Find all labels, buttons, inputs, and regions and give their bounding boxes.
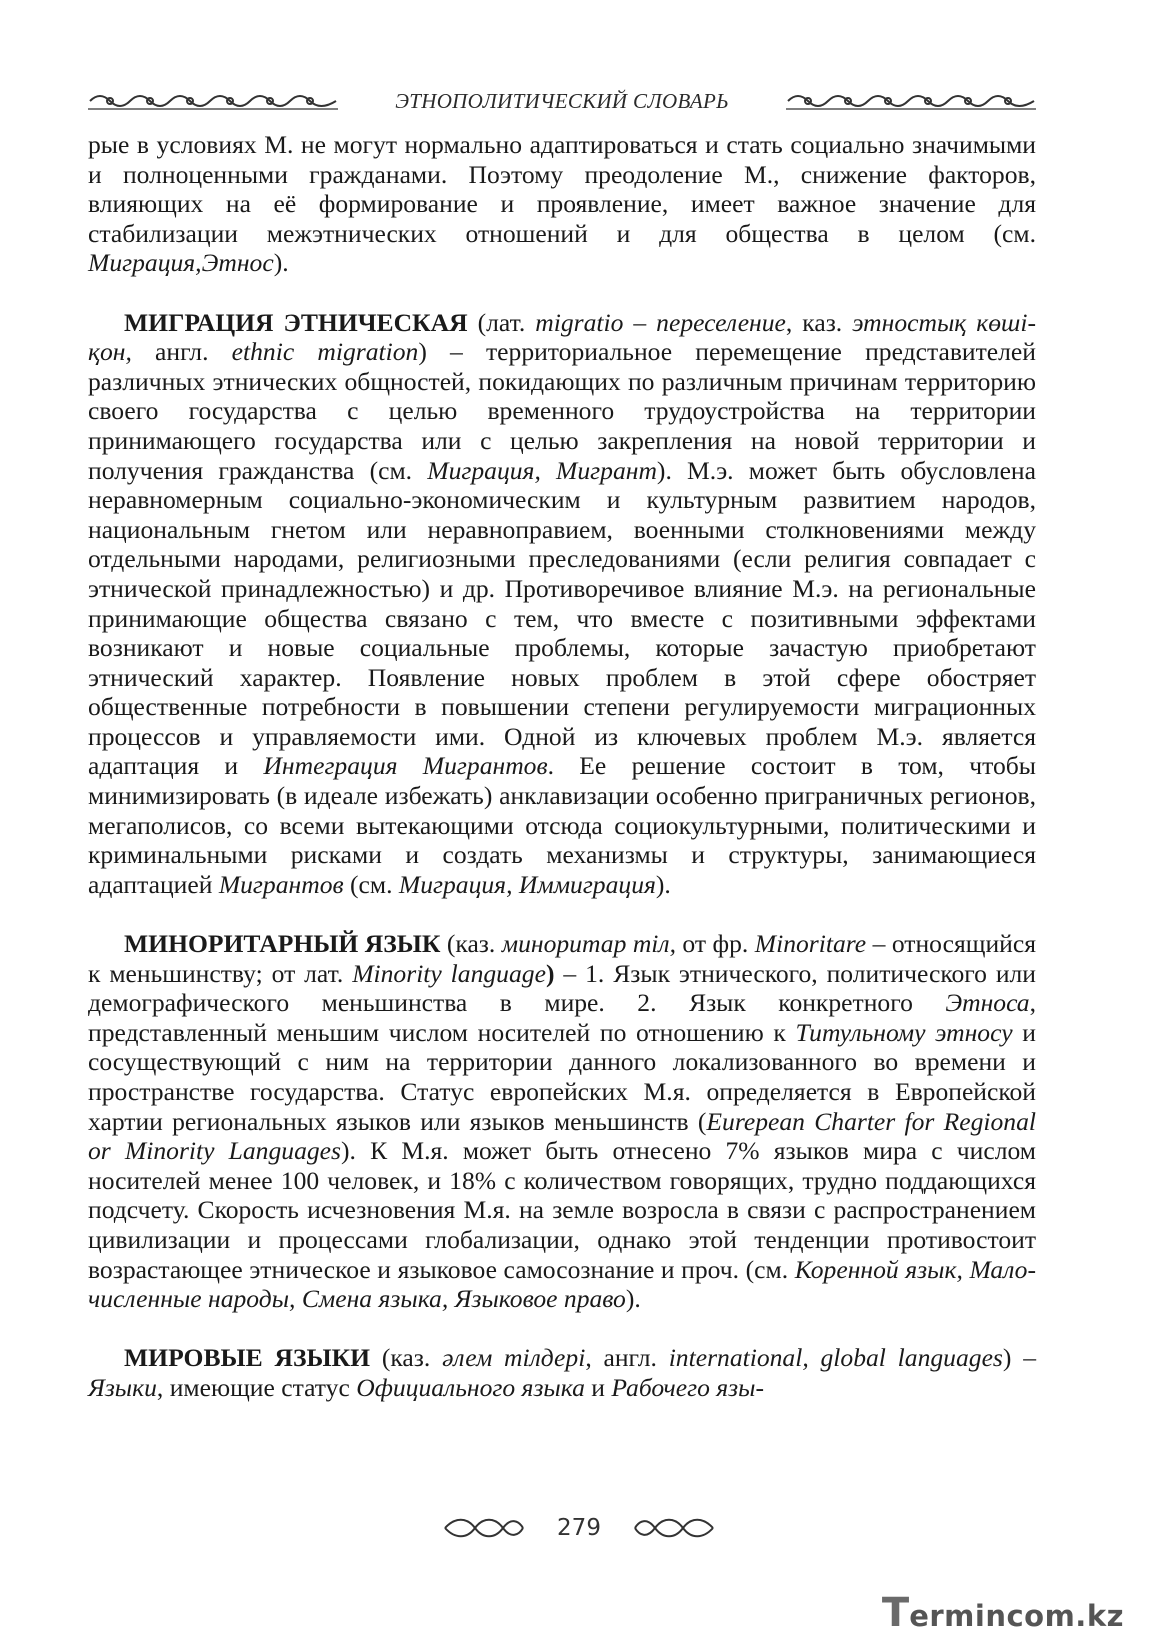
entry-text: – относящийся к меньшинству; от лат. <box>88 929 1036 988</box>
italic-reference: этностық көші-қон, <box>88 307 1036 367</box>
dictionary-entry <box>88 1343 1036 1402</box>
right-flourish-icon <box>631 1515 717 1541</box>
entry-text: и сосуществующий с ним на территории данного локализованного во времени и пространстве государства. Статус европейских М.я. определяется в Европейской хартии региональных языков или языков меньшинств ( <box>88 1017 1036 1136</box>
running-header-title: ЭТНОПОЛИТИЧЕСКИЙ СЛОВАРЬ <box>395 88 729 113</box>
italic-reference: Minoritare <box>754 929 867 959</box>
italic-reference: Миграция, Иммиграция <box>398 869 656 899</box>
entry-text: ). <box>655 869 671 899</box>
right-ornament-icon <box>786 91 1036 111</box>
entry-text: ). К М.я. может быть отнесено 7% языков мира с числом носителей менее 100 человек, и 18% с количеством говорящих, трудно поддающихся подсчету. Скорость исчезновения М.я. на земле возросла в связи с распространением цивилизации и процессами глобализации, однако этой тенденции противостоит возрастающее этническое и языковое самосознание и проч. (см. <box>88 1136 1036 1284</box>
italic-reference: әлем тілдері <box>442 1343 586 1373</box>
watermark-text: ermincom.kz <box>909 1599 1124 1633</box>
entry-text: и <box>584 1372 612 1402</box>
left-flourish-icon <box>441 1515 527 1541</box>
italic-reference: Мигрантов <box>218 869 344 899</box>
entry-text: рые в условиях М. не могут нормально адаптироваться и стать социально значимыми и полноценными гражданами. Поэтому преодоление М., снижение факторов, влияющих на её формирование и проявление, имеет важное значение для стабилизации межэтнических отношений и для общества в целом (см. <box>88 130 1036 248</box>
entry-text: . Ее решение состоит в том, чтобы минимизировать (в идеале избежать) анклавизации особенно приграничных регионов, мегаполисов, со всеми вытекающими отсюда социокультурными, политическими и криминальными рисками и создать механизмы и структуры, занимающиеся адаптацией <box>88 751 1036 899</box>
entry-text: от фр. <box>675 929 755 959</box>
italic-reference: Коренной язык, Малочисленные народы, Смена языка, Языковое право <box>88 1254 1036 1314</box>
dictionary-text <box>88 130 1036 1403</box>
italic-reference: миноритар тіл, <box>501 929 676 959</box>
italic-reference: Титульному этносу <box>795 1017 1013 1047</box>
italic-reference: Языки <box>88 1372 157 1402</box>
entry-text: (лат. <box>467 307 536 337</box>
entry-text: ). <box>625 1284 641 1314</box>
entry-text: ) – территориальное перемещение представителей различных этнических общностей, покидающих по различным причинам территорию своего государства с целью временного трудоустройства на территории принимающего государства или с целью закрепления на новой территории и получения гражданства (см. <box>88 337 1036 485</box>
italic-reference: Eurepean Charter for Regional or Minority Languages <box>88 1106 1037 1166</box>
left-ornament-icon <box>88 91 338 111</box>
watermark-initial: T <box>881 1590 910 1636</box>
page-number: 279 <box>557 1515 601 1541</box>
italic-reference: Этноса <box>945 988 1030 1018</box>
entry-headword: МИНОРИТАРНЫЙ ЯЗЫК <box>124 929 441 959</box>
entry-text: (каз. <box>440 929 502 959</box>
italic-reference: Миграция, Мигрант <box>427 455 657 485</box>
entry-text: – 1. Язык этнического, политического или демографического меньшинства в мире. 2. Язык конкретного <box>88 958 1036 1018</box>
italic-reference: ethnic migration <box>231 337 419 367</box>
italic-reference: Интеграция Мигрантов <box>263 751 548 781</box>
entry-text: ) – <box>1002 1343 1036 1373</box>
entry-text: ). М.э. может быть обусловлена неравномерным социально-экономическим и культурным развитием народов, национальным гнетом или неравноправием, военными столкновениями между отдельными народами, религиозными преследованиями (если религия совпадает с этнической принадлежностью) и др. Противоречивое влияние М.э. на региональные принимающие общества связано с тем, что вместе с позитивными эффектами возникают и новые социальные проблемы, которые зачастую приобретают этнический характер. Появление новых проблем в этой сфере обостряет общественные потребности в повышении степени регулируемости миграционных процессов и управляемости ими. Одной из ключевых проблем М.э. является адаптация и <box>88 455 1036 781</box>
italic-reference: migratio – переселение <box>535 307 786 337</box>
watermark-logo <box>881 1590 1124 1636</box>
entry-text: (каз. <box>370 1343 443 1373</box>
italic-reference: Minority language <box>352 958 546 988</box>
running-header <box>88 86 1036 116</box>
entry-text: англ. <box>131 337 232 367</box>
italic-reference: Официального языка <box>356 1372 585 1402</box>
italic-reference: international, global languages <box>668 1343 1003 1373</box>
entry-text: , каз. <box>785 307 853 337</box>
entry-text: (см. <box>343 869 399 899</box>
entry-text: , имеющие статус <box>156 1372 357 1402</box>
entry-text: , англ. <box>585 1343 669 1373</box>
entry-headword: МИГРАЦИЯ ЭТНИЧЕСКАЯ <box>124 307 468 337</box>
entry-headword: МИРОВЫЕ ЯЗЫКИ <box>124 1343 371 1373</box>
italic-reference: Миграция,Этнос <box>88 248 274 278</box>
dictionary-entry <box>88 308 1036 900</box>
italic-reference: Рабочего язы- <box>611 1372 765 1402</box>
page-footer <box>0 1508 1158 1548</box>
entry-text: , представленный меньшим числом носителей по отношению к <box>88 988 1036 1047</box>
dictionary-entry <box>88 929 1036 1314</box>
entry-headword: ) <box>545 958 555 988</box>
entry-text: ). <box>273 248 289 278</box>
continued-paragraph <box>88 130 1036 278</box>
